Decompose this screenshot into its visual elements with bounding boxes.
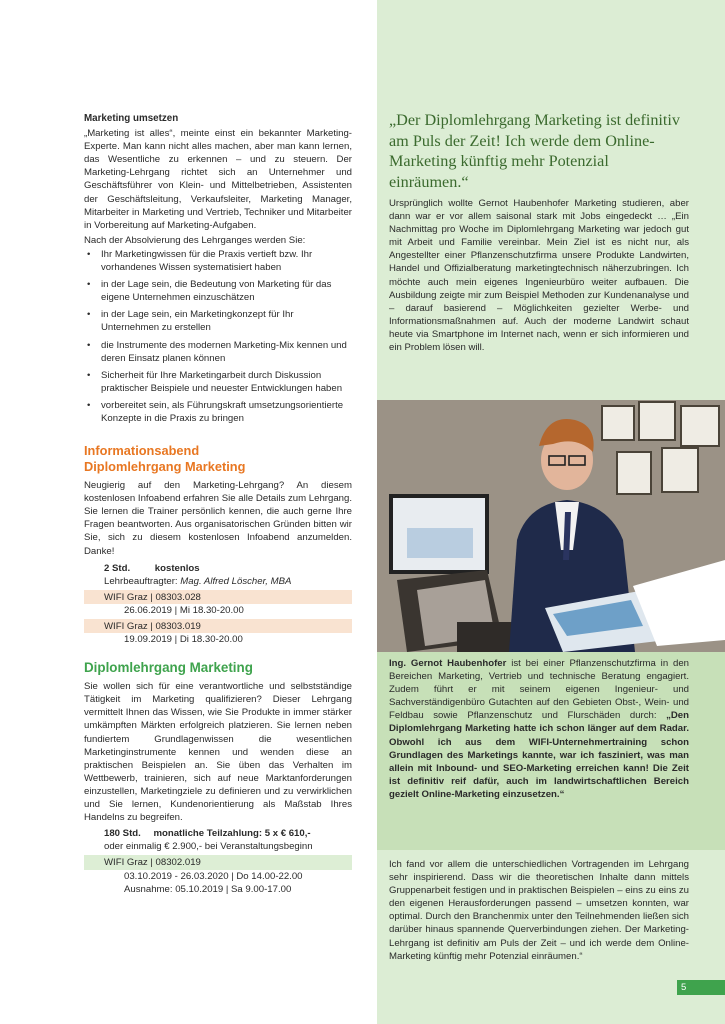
- caption-name: Ing. Gernot Haubenhofer: [389, 658, 507, 669]
- course-exception-date: Ausnahme: 05.10.2019 | Sa 9.00-17.00: [124, 883, 292, 895]
- marketing-umsetzen-paragraph: „Marketing ist alles“, meinte einst ein bekannter Marketing-Experte. Man kann nicht alles machen, aber man kann lernen, das Wesentliche zu erkennen – und zu steuern. Der Marketing-Lehrgang richtet sich an Unternehmer und Geschäftsführer von Klein- und Mittelbetrieben, Assistenten der Geschäftsleitung, Verkaufsleiter, Marketing Manager, Mitarbeiter in Marketing und Vertrieb, Techniker und Mitarbeiter in Vorbereitung auf Marketing-Aufgaben.: [84, 128, 352, 231]
- caption-bold-quote: „Den Diplomlehrgang Marketing hatte ich schon länger auf dem Radar. Obwohl ich aus dem WIFI-Unternehmertraining schon Grundlagen des Marketings kannte, war ich fasziniert, was man allein mit Inbound- und SEO-Marketing erreichen kann! Die Zeit ist definitiv reif dafür, auch im landwirtschaftlichen Bereich gezielt Online-Marketing einzusetzen.“: [389, 710, 689, 800]
- outcomes-list: [84, 248, 352, 425]
- course-date: 03.10.2019 - 26.03.2020 | Do 14.00-22.00: [124, 870, 303, 882]
- diplom-hours: 180 Std.: [104, 828, 141, 840]
- course-code-box: WIFI Graz | 08302.019: [84, 855, 352, 869]
- list-item: • in der Lage sein, die Bedeutung von Marketing für das eigene Unternehmen einzuschätzen: [84, 278, 352, 304]
- list-item: • die Instrumente des modernen Marketing-Mix kennen und deren Einsatz planen können: [84, 339, 352, 365]
- course-code-box: WIFI Graz | 08303.019: [84, 619, 352, 633]
- list-item: • Ihr Marketingwissen für die Praxis vertieft bzw. Ihr vorhandenes Wissen systematisiert haben: [84, 248, 352, 274]
- pull-quote: „Der Diplomlehrgang Marketing ist definitiv am Puls der Zeit! Ich werde dem Online-Marketing künftig mehr Potenzial einräumen.“: [389, 111, 681, 191]
- trainer-line: [84, 575, 352, 588]
- list-item: • Sicherheit für Ihre Marketingarbeit durch Diskussion praktischer Beispiele und neuester Entwicklungen haben: [84, 369, 352, 395]
- portrait-photo: [377, 400, 725, 652]
- diplom-price-line: [84, 827, 352, 840]
- caption-body: ist bei einer Pflanzenschutzfirma in den Bereichen Marketing, Vertrieb und technische Beratung engagiert. Zudem führt er mit seinem eigenen Ingenieur- und Sachverständigenbüro Gutachten auf den Gebieten Obst-, Wein- und Feldbau sowie Pflanzenschutz und Flurschäden durch:: [389, 658, 690, 722]
- diplom-once: oder einmalig € 2.900,- bei Veranstaltungsbeginn: [104, 841, 313, 853]
- photo-illustration: [377, 400, 725, 652]
- diplom-payment: monatliche Teilzahlung: 5 x € 610,-: [153, 828, 311, 840]
- page-number: 5: [677, 980, 725, 995]
- trainer-name: Mag. Alfred Löscher, MBA: [180, 575, 292, 587]
- infoabend-heading-line1: Informationsabend: [84, 443, 200, 459]
- diplom-paragraph: Sie wollen sich für eine verantwortliche und selbstständige Tätigkeit im Marketing qualifizieren? Dieser Lehrgang vermittelt Ihnen das Wissen, wie Sie Produkte in immer stärker umkämpften Märkten erfolgreich platzieren. Sie lernen neben fundiertem Grundlagenwissen die wesentlichen Marketinginstrumente kennen und wenden diese an praktischen Beispielen an. Sie üben das Verhalten im Wettbewerb, trainieren, sich auf neue Marktanforderungen einzustellen, Marketingziele zu definieren und zu verwirklichen und Sie lernen, Kundenorientierung als Maßstab Ihres Handelns zu begreifen.: [84, 681, 352, 824]
- section-heading-marketing-umsetzen: Marketing umsetzen: [84, 113, 179, 124]
- infoabend-heading-line2: Diplomlehrgang Marketing: [84, 459, 246, 475]
- caption-text: [389, 657, 689, 801]
- infoabend-hours: 2 Std.: [104, 562, 131, 574]
- course-date: 26.06.2019 | Mi 18.30-20.00: [124, 604, 244, 616]
- list-item: • vorbereitet sein, als Führungskraft umsetzungsorientierte Konzepte in die Praxis zu bringen: [84, 399, 352, 425]
- infoabend-heading: [84, 443, 352, 475]
- infoabend-price: kostenlos: [154, 562, 200, 574]
- left-column: [84, 112, 352, 896]
- outcomes-intro: Nach der Absolvierung des Lehrganges werden Sie:: [84, 234, 306, 246]
- course-date: 19.09.2019 | Di 18.30-20.00: [124, 634, 243, 646]
- trainer-label: Lehrbeauftragter:: [104, 575, 178, 587]
- infoabend-paragraph: Neugierig auf den Marketing-Lehrgang? An diesem kostenlosen Infoabend erfahren Sie alle Details zum Lehrgang. Sie lernen die Trainer persönlich kennen, die auch gerne Ihre Fragen beantworten. Aus organisatorischen Gründen bitten wir Sie, sich zu diesem kostenlosen Infoabend anzumelden. Danke!: [84, 480, 352, 557]
- testimonial-paragraph: Ursprünglich wollte Gernot Haubenhofer Marketing studieren, aber dann war er vor allem saisonal stark mit Jobs eingedeckt … „Ein Nachmittag pro Woche im Diplomlehrgang Marketing war jedoch gut mit Arbeit und Familie vereinbar. Mein Ziel ist es nicht nur, als Angestellter einer Pflanzenschutzfirma unsere Produkte Landwirten, Handel und Offizialberatung marketingtechnisch näherzubringen. Ich möchte auch mein eigenes Ingenieurbüro weiter aufbauen. Die Ausbildung zeigte mir zum Beispiel Methoden zur Kundenanalyse und – darauf basierend – Möglichkeiten gezielter Werbe- und Informationsmaßnahmen auf. Auch der moderne Landwirt schaut heute via Smartphone im Internet nach, wenn er sich informieren und ein Problem lösen will.: [389, 198, 689, 354]
- diplom-heading: Diplomlehrgang Marketing: [84, 660, 253, 676]
- infoabend-hours-price: [84, 562, 352, 575]
- closing-paragraph: Ich fand vor allem die unterschiedlichen Vortragenden im Lehrgang sehr inspirierend. Dass wir die theoretischen Inhalte dann mittels Gruppenarbeit festigen und in praktischen Beispielen – eins zu eins zu den eigenen Herausforderungen passend – umsetzen konnten, war optimal. Durch den Branchenmix unter den Teilnehmenden ließen sich darüber hinaus spannende Querverbindungen ziehen. Der Marketing-Lehrgang ist definitiv am Puls der Zeit – und ich werde dem Online-Marketing künftig mehr Potenzial einräumen.“: [389, 859, 689, 962]
- list-item: • in der Lage sein, ein Marketingkonzept für Ihr Unternehmen zu erstellen: [84, 308, 352, 334]
- course-code-box: WIFI Graz | 08303.028: [84, 590, 352, 604]
